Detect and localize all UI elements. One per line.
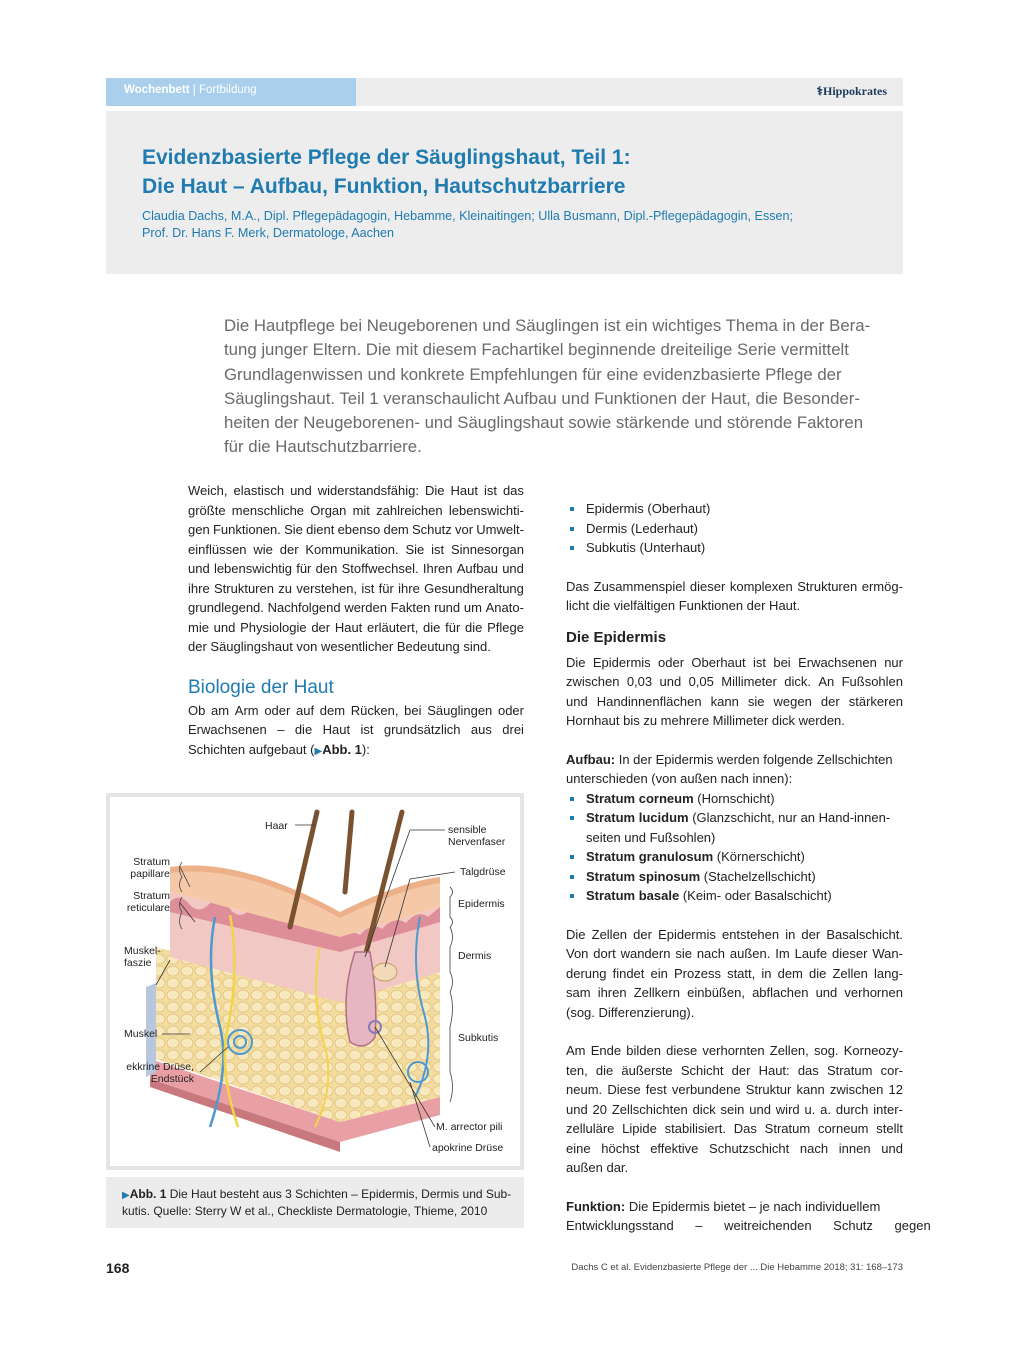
article-title-line-1: Evidenzbasierte Pflege der Säuglingshaut, Teil 1:	[142, 146, 631, 169]
body-line: zwischen 0,03 und 0,05 Millimeter dick. An Fußsohlen	[566, 674, 903, 689]
label-epidermis: Epidermis	[458, 898, 505, 910]
body-line: Von dort wandern sie nach außen. Im Laufe dieser Wan-	[566, 946, 903, 961]
list-item: Epidermis (Oberhaut)	[566, 499, 903, 519]
body-line: grundlegend. Nachfolgend werden Fakten rund um Anato-	[188, 600, 524, 615]
label-apokrine-druese: apokrine Drüse	[432, 1142, 504, 1154]
list-item: Dermis (Lederhaut)	[566, 519, 903, 539]
funktion-paragraph: Funktion: Die Epidermis bietet – je nach individuellem Entwicklungsstand – weitreichenden Schutz gegen	[566, 1197, 903, 1236]
caption-line-1: Die Haut besteht aus 3 Schichten – Epidermis, Dermis und Sub-	[169, 1187, 512, 1201]
body-line: Das Zusammenspiel dieser komplexen Strukturen ermög-	[566, 578, 903, 594]
label-haar: Haar	[265, 820, 288, 832]
page-number: 168	[106, 1260, 130, 1276]
arrow-right-icon: ▶	[122, 1190, 130, 1201]
body-line: unterschieden (von außen nach innen):	[566, 771, 793, 786]
body-line: (sog. Differenzierung).	[566, 1004, 695, 1020]
zellen-paragraph	[566, 925, 903, 1023]
left-column	[188, 481, 524, 761]
label-subkutis: Subkutis	[458, 1032, 499, 1044]
right-column	[566, 499, 931, 1236]
zusammenspiel-paragraph	[566, 577, 903, 616]
body-line: Entwicklungsstand – weitreichenden Schutz gegen	[566, 1218, 931, 1233]
section-separator: |	[192, 84, 196, 96]
label-ekkrine-druese: ekkrine Drüse, Endstück	[126, 1061, 194, 1085]
body-line: größte menschliche Organ mit zahlreichen lebenswichti-	[188, 502, 524, 518]
body-line: mie und Physiologie der Haut erläutert, die für die Pflege	[188, 619, 524, 635]
header-bar	[356, 78, 903, 106]
body-line: sam ihren Zellkern einbüßen, abflachen und verhornen	[566, 985, 903, 1000]
list-item: Subkutis (Unterhaut)	[566, 538, 903, 558]
body-line: Schichten aufgebaut (	[188, 741, 315, 757]
label-talgdruese: Talgdrüse	[460, 866, 506, 878]
body-line: zelluläre Lipide stabilisiert. Das Stratum corneum stellt	[566, 1121, 903, 1136]
body-line: gen Funktionen. Sie dient ebenso dem Schutz vor Umwelt-	[188, 522, 524, 537]
list-item: Stratum spinosum (Stachelzellschicht)	[566, 867, 903, 887]
body-line: der Säuglingshaut von wesentlicher Bedeutung sind.	[188, 639, 491, 654]
label-sensible-nervenfaser: sensible Nervenfaser	[448, 824, 506, 848]
abstract-line: Grundlagenwissen und konkrete Empfehlungen für eine evidenzbasierte Pflege der	[224, 364, 842, 384]
label-muskel: Muskel	[124, 1028, 158, 1040]
body-line: einflüssen wie der Kommunikation. Sie ist Sinnesorgan	[188, 541, 524, 557]
biology-paragraph: Ob am Arm oder auf dem Rücken, bei Säuglingen oder Erwachsenen – die Haut ist grundsätzlich aus drei Schichten aufgebaut (▶Abb. 1):	[188, 702, 524, 757]
section-label: Wochenbett	[124, 84, 190, 96]
label-muskelfaszie: Muskel- faszie	[124, 945, 161, 969]
skin-layers-list	[566, 499, 903, 558]
body-line: ihre Strukturen zu verstehen, ist für ihre Gesundheraltung	[188, 580, 524, 596]
heading-biologie: Biologie der Haut	[188, 676, 334, 698]
epidermis-paragraph	[566, 653, 903, 731]
body-line: außen dar.	[566, 1160, 629, 1175]
body-line: licht die vielfältigen Funktionen der Haut.	[566, 598, 801, 613]
figure-caption	[106, 1177, 524, 1228]
label-stratum-reticulare: Stratum reticulare	[126, 890, 170, 914]
heading-epidermis: Die Epidermis	[566, 628, 667, 646]
aufbau-label: Aufbau:	[566, 751, 616, 767]
abstract-line: für die Hautschutzbarriere.	[224, 437, 422, 457]
citation-footer: Dachs C et al. Evidenzbasierte Pflege der ... Die Hebamme 2018; 31: 168–173	[571, 1262, 903, 1273]
subsection-label: Fortbildung	[199, 84, 257, 96]
arrow-right-icon: ▶	[314, 745, 323, 757]
publisher-brand: ⚕Hippokrates	[816, 84, 887, 98]
label-dermis: Dermis	[458, 950, 492, 962]
body-line: Die Epidermis oder Oberhaut ist bei Erwachsenen nur	[566, 654, 903, 670]
body-line: ten, die äußerste Schicht der Haut: das Stratum cor-	[566, 1062, 903, 1078]
label-stratum-papillare: Stratum papillare	[130, 856, 170, 880]
body-line: neum. Diese fest verbundene Struktur kann zwischen 12	[566, 1082, 903, 1097]
journal-section-bar	[106, 78, 356, 106]
list-item: Stratum corneum (Hornschicht)	[566, 789, 903, 809]
body-line: Ob am Arm oder auf dem Rücken, bei Säuglingen oder	[188, 702, 524, 718]
body-line: Weich, elastisch und widerstandsfähig: Die Haut ist das	[188, 483, 524, 498]
article-title-line-2: Die Haut – Aufbau, Funktion, Hautschutzbarriere	[142, 175, 626, 198]
body-line: und 20 Zellschichten dick sein und wird u. a. durch inter-	[566, 1101, 903, 1117]
skin-diagram	[110, 797, 520, 1166]
strata-list	[566, 789, 903, 906]
body-line: Erwachsenen – die Haut ist grundsätzlich aus drei	[188, 722, 524, 737]
body-line: derung findet ein Prozess statt, in dem die Zellen lang-	[566, 965, 903, 981]
figure-number: Abb. 1	[129, 1187, 167, 1201]
list-item: Stratum lucidum (Glanzschicht, nur an Hand-innen-	[566, 808, 903, 828]
list-item: Stratum granulosum (Körnerschicht)	[566, 847, 903, 867]
caduceus-icon: ⚕	[816, 84, 823, 98]
ende-paragraph	[566, 1041, 903, 1178]
abstract	[224, 314, 904, 460]
funktion-label: Funktion:	[566, 1198, 626, 1214]
body-line: Hornhaut bis zu mehrere Millimeter dick werden.	[566, 713, 845, 728]
body-line: eine höchst effektive Schutzschicht nach innen und	[566, 1140, 903, 1156]
body-line: Am Ende bilden diese verhornten Zellen, sog. Korneozy-	[566, 1043, 903, 1058]
aufbau-paragraph: Aufbau: In der Epidermis werden folgende Zellschichten unterschieden (von außen nach innen):	[566, 750, 903, 789]
authors-line-1: Claudia Dachs, M.A., Dipl. Pflegepädagogin, Hebamme, Kleinaitingen; Ulla Busmann, Dipl.-Pflegepädagogin, Essen;	[142, 209, 794, 223]
list-item: Stratum basale (Keim- oder Basalschicht)	[566, 886, 903, 906]
intro-paragraph	[188, 481, 524, 657]
body-line: und Handinnenflächen kann sie wegen der stärkeren	[566, 693, 903, 709]
abstract-line: Säuglingshaut. Teil 1 veranschaulicht Aufbau und Funktionen der Haut, die Besonder-	[224, 388, 860, 408]
body-line: Die Zellen der Epidermis entstehen in der Basalschicht.	[566, 926, 903, 942]
figure-reference-link[interactable]: Abb. 1	[322, 741, 362, 757]
list-item-continuation: seiten und Fußsohlen)	[586, 829, 716, 845]
label-m-arrector-pili: M. arrector pili	[436, 1121, 503, 1133]
caption-line-2: kutis. Quelle: Sterry W et al., Checkliste Dermatologie, Thieme, 2010	[122, 1204, 488, 1218]
abstract-line: Die Hautpflege bei Neugeborenen und Säuglingen ist ein wichtiges Thema in der Bera-	[224, 316, 871, 335]
skin-cross-section-illustration	[110, 797, 520, 1166]
authors-line-2: Prof. Dr. Hans F. Merk, Dermatologe, Aachen	[142, 226, 394, 240]
abstract-line: tung junger Eltern. Die mit diesem Fachartikel beginnende dreiteilige Serie vermittelt	[224, 340, 849, 360]
body-line: und lebenswichtig für den Stoffwechsel. Ihren Aufbau und	[188, 561, 524, 576]
abstract-line: heiten der Neugeborenen- und Säuglingshaut sowie stärkende und störende Faktoren	[224, 413, 864, 433]
